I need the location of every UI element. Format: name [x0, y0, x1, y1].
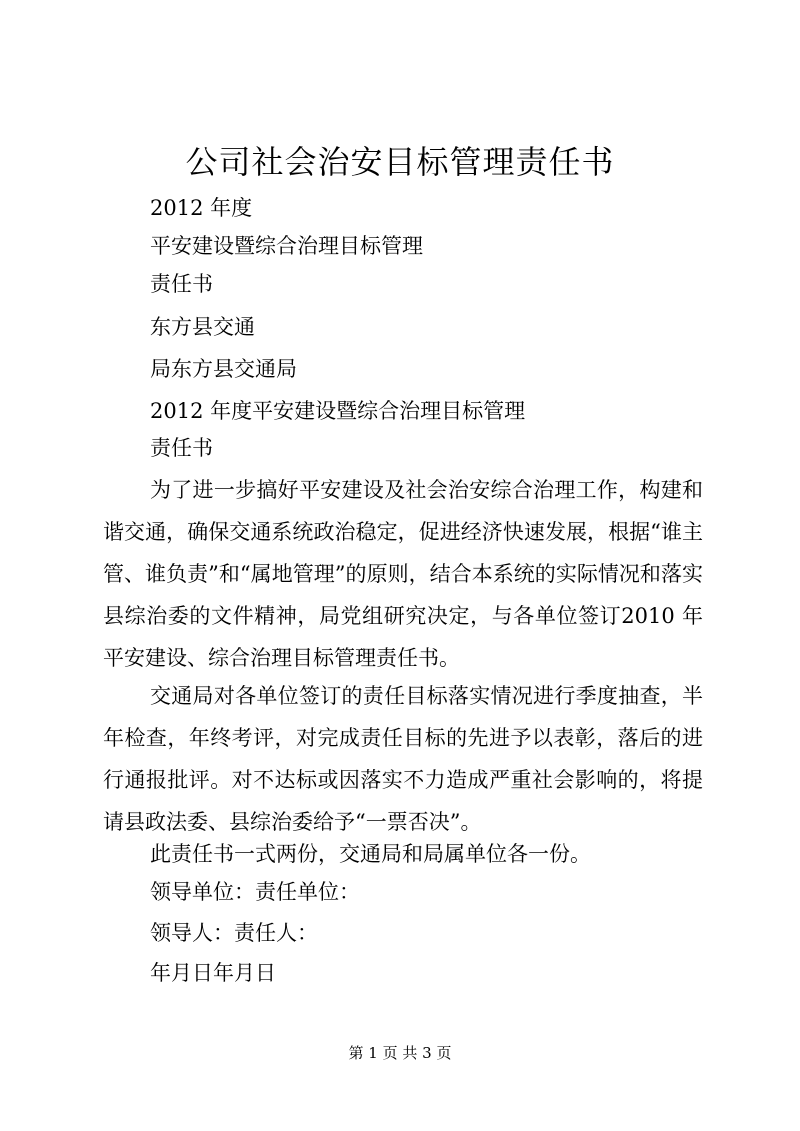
body-paragraph-1: 为了进一步搞好平安建设及社会治安综合治理工作，构建和谐交通，确保交通系统政治稳定，促进经济快速发展，根据“谁主管、谁负责”和“属地管理”的原则，结合本系统的实际情况和落实县综治委的文件精神，局党组研究决定，与各单位签订2010 年平安建设、综合治理目标管理责任书。	[103, 478, 703, 670]
page-footer: 第 1 页 共 3 页	[348, 1044, 452, 1062]
date-line: 年月日年月日	[150, 961, 276, 985]
bureau-line: 局东方县交通局	[150, 357, 297, 381]
signature-persons-line: 领导人：责任人：	[150, 921, 318, 945]
signature-units-line: 领导单位：责任单位：	[150, 880, 360, 904]
body-paragraph-2: 交通局对各单位签订的责任目标落实情况进行季度抽查，半年检查，年终考评，对完成责任目标的先进予以表彰，落后的进行通报批评。对不达标或因落实不力造成严重社会影响的，将提请县政法委、县综治委给予“一票否决”。	[103, 684, 703, 834]
copies-line: 此责任书一式两份，交通局和局属单位各一份。	[150, 842, 591, 866]
subtitle-line: 平安建设暨综合治理目标管理	[150, 234, 423, 258]
organization-line: 东方县交通	[150, 315, 255, 339]
full-subtitle-line: 2012 年度平安建设暨综合治理目标管理	[150, 399, 526, 423]
responsibility-line: 责任书	[150, 272, 213, 296]
year-line: 2012 年度	[150, 196, 253, 220]
responsibility-line-2: 责任书	[150, 436, 213, 460]
document-title: 公司社会治安目标管理责任书	[185, 143, 615, 181]
